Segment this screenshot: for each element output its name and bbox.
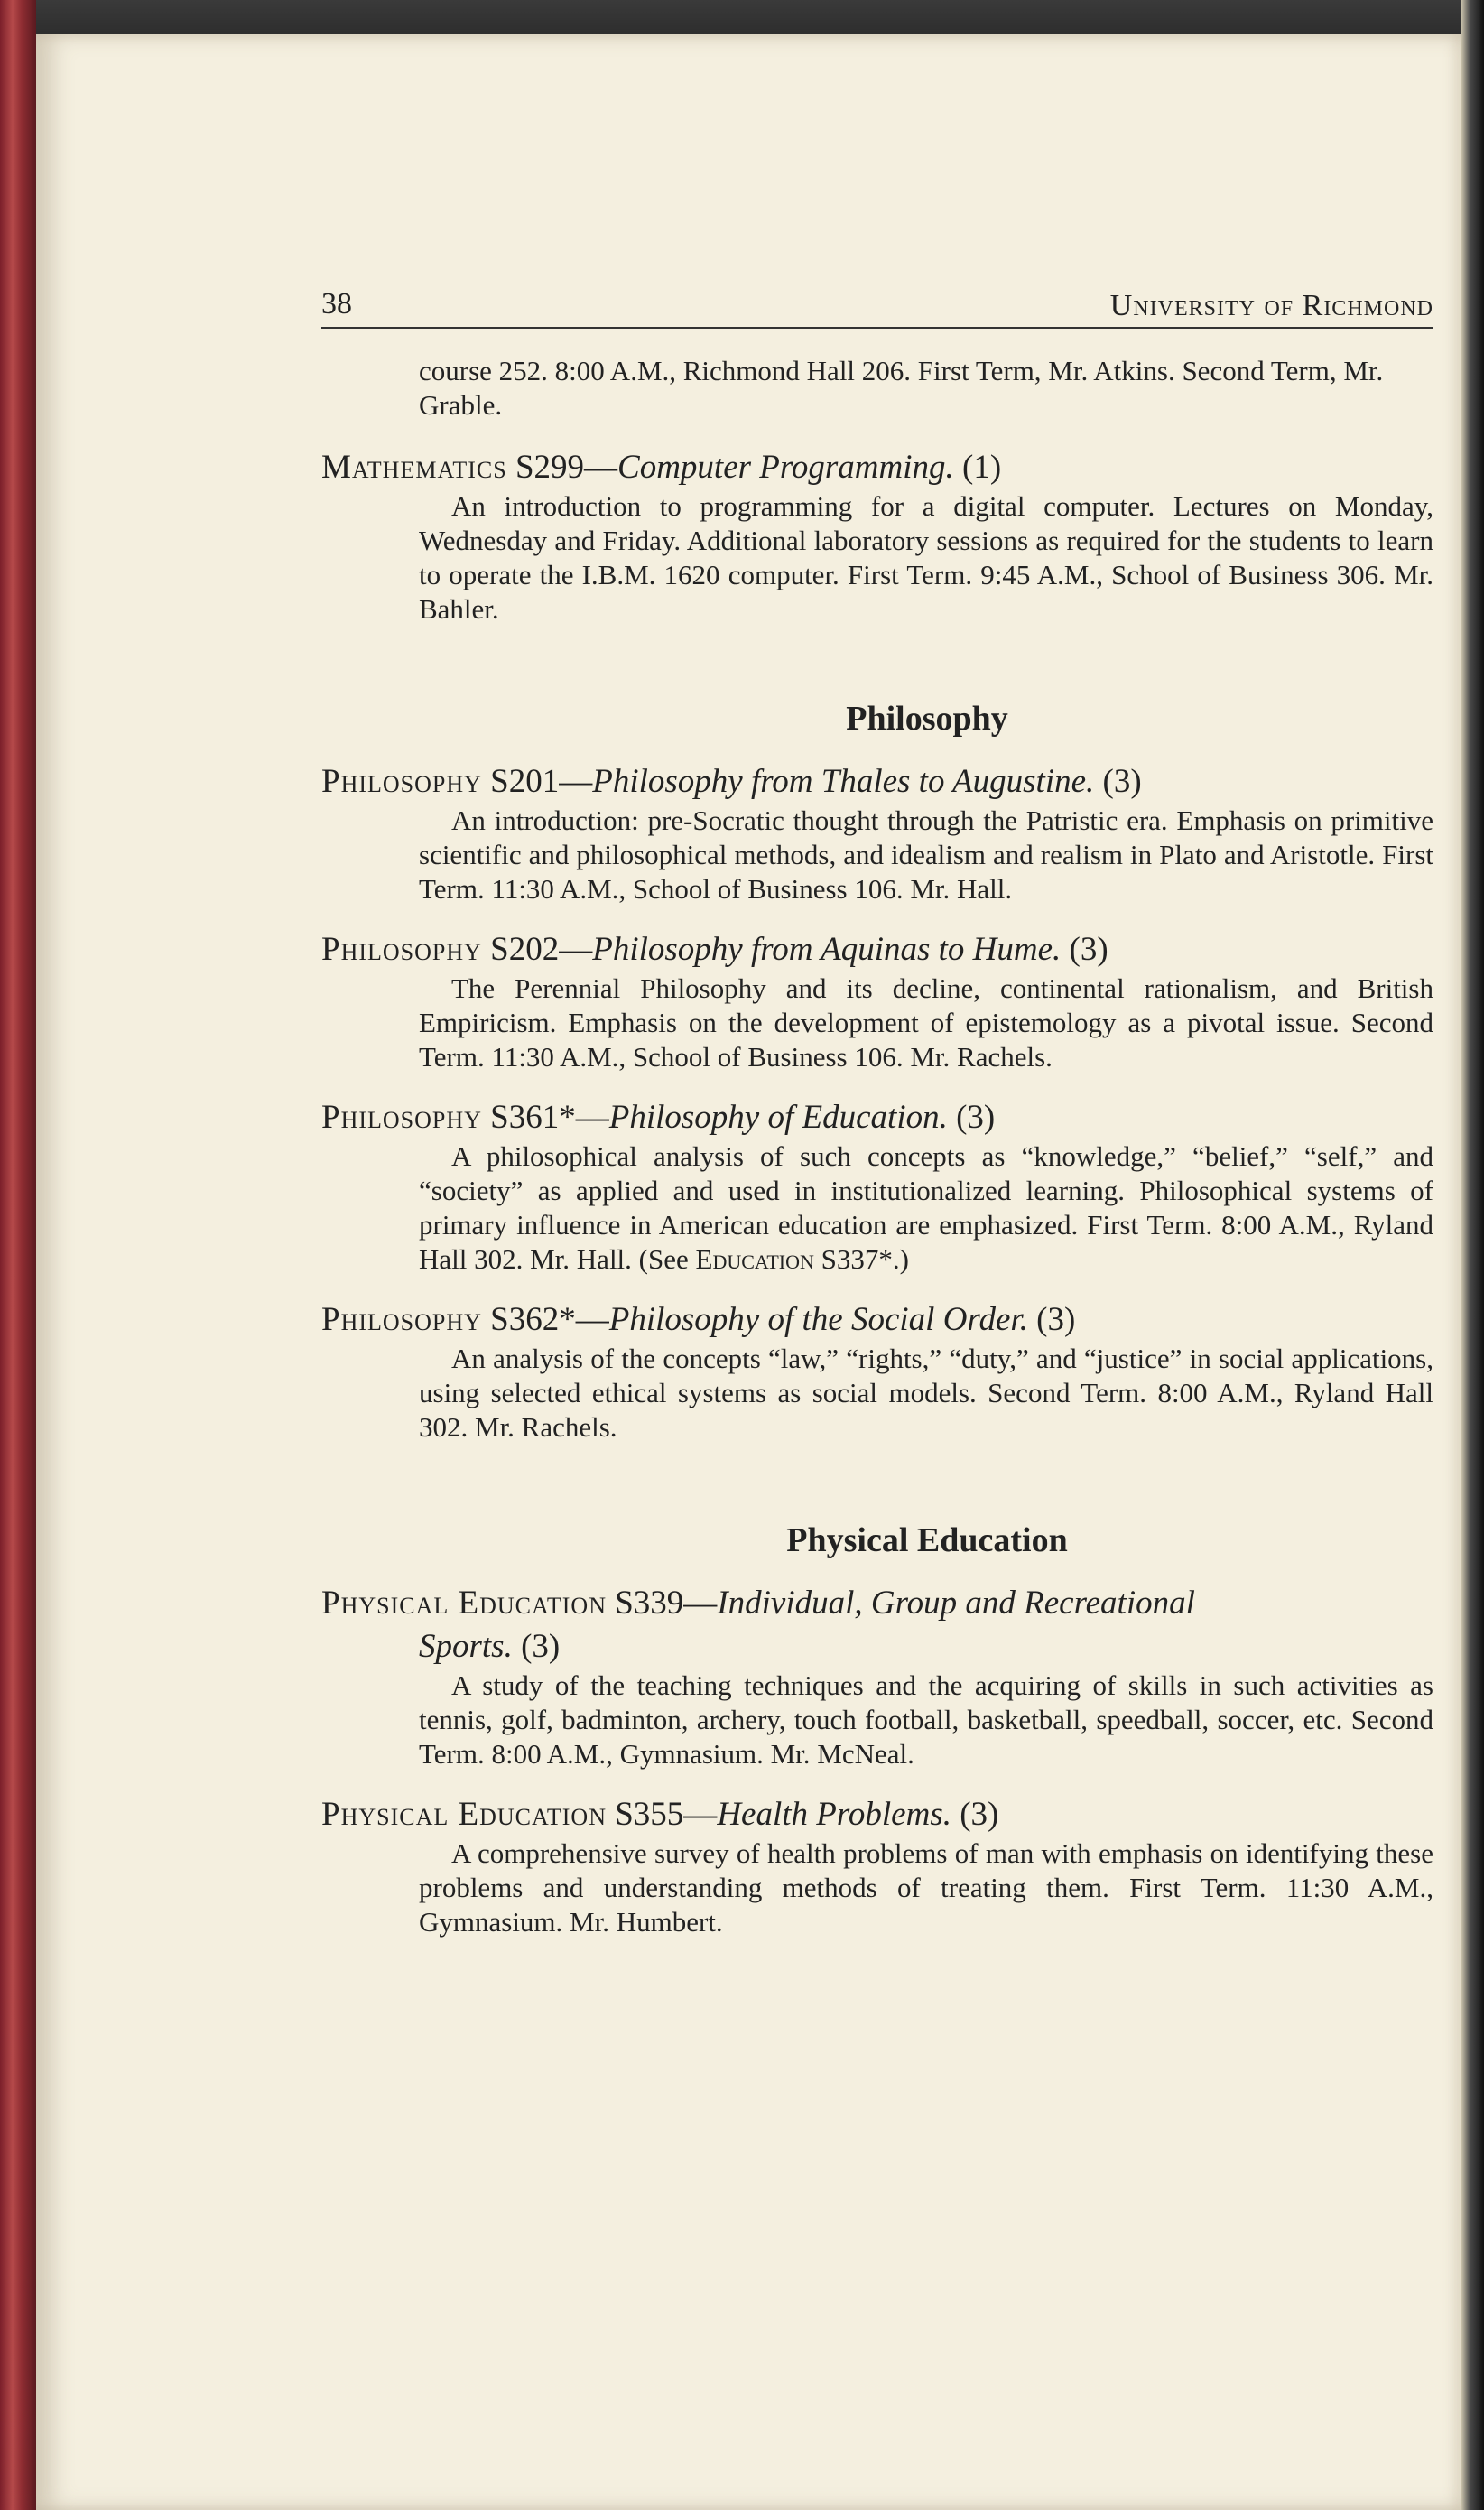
course-number: S355—	[615, 1796, 718, 1833]
course-heading-continuation	[321, 1625, 1433, 1669]
cross-reference: Education S337*.)	[695, 1243, 909, 1275]
course-description: An introduction: pre-Socratic thought through the Patristic era. Emphasis on primitive scientific and philosophical methods, and idealism and realism in Plato and Aristotle. First Term. 11:30 A.M., School of Business 106. Mr. Hall.	[419, 804, 1433, 905]
course-entry-pe-s355	[321, 1793, 1433, 1939]
course-dept: Physical Education	[321, 1585, 607, 1622]
course-title: Philosophy of Education.	[608, 1099, 948, 1136]
course-credits: (3)	[1036, 1301, 1076, 1338]
course-dept: Philosophy	[321, 931, 482, 968]
course-description: An introduction to programming for a digital computer. Lectures on Monday, Wednesday and Friday. Additional laboratory sessions as required for the students to learn to operate the I.B.M. 1620 computer. First Term. 9:45 A.M., School of Business 306. Mr. Bahler.	[419, 490, 1433, 625]
course-title: Philosophy from Aquinas to Hume.	[592, 931, 1062, 968]
course-description: A comprehensive survey of health problems of man with emphasis on identifying these problems and understanding methods of treating them. First Term. 11:30 A.M., Gymnasium. Mr. Humbert.	[419, 1837, 1433, 1938]
course-number: S339—	[615, 1585, 718, 1622]
section-heading-physical-education: Physical Education	[786, 1521, 1068, 1559]
course-credits: (3)	[956, 1099, 996, 1136]
course-title: Health Problems.	[717, 1796, 951, 1833]
course-description: An analysis of the concepts “law,” “rights,” “duty,” and “justice” in social applications, using selected ethical systems as social models. Second Term. 8:00 A.M., Ryland Hall 302. Mr. Rachels.	[419, 1343, 1433, 1443]
course-dept: Physical Education	[321, 1796, 607, 1833]
page-number: 38	[321, 287, 352, 321]
course-entry-math-s299	[321, 446, 1433, 627]
course-entry-phil-s201	[321, 760, 1433, 906]
course-title: Individual, Group and Recreational	[717, 1585, 1195, 1622]
course-credits: (3)	[521, 1628, 561, 1665]
page-content	[321, 287, 1433, 1939]
course-heading	[321, 760, 1433, 804]
course-title: Computer Programming.	[617, 449, 954, 486]
continued-course-text: course 252. 8:00 A.M., Richmond Hall 206. First Term, Mr. Atkins. Second Term, Mr. Grable.	[419, 355, 1384, 421]
institution-name: University of Richmond	[1109, 289, 1433, 322]
course-heading	[321, 1793, 1433, 1836]
course-heading	[321, 1096, 1433, 1139]
course-number: S361*—	[490, 1099, 609, 1136]
section-heading-philosophy: Philosophy	[846, 700, 1008, 738]
course-number: S201—	[490, 763, 593, 800]
course-title: Philosophy from Thales to Augustine.	[592, 763, 1095, 800]
course-entry-phil-s361	[321, 1096, 1433, 1277]
course-description	[419, 1139, 1433, 1277]
course-entry-phil-s202	[321, 928, 1433, 1074]
course-heading	[321, 928, 1433, 971]
course-credits: (3)	[960, 1796, 999, 1833]
course-description: A study of the teaching techniques and the acquiring of skills in such activities as tennis, golf, badminton, archery, touch football, basketball, speedball, soccer, etc. Second Term. 8:00 A.M., Gymnasium. Mr. McNeal.	[419, 1669, 1433, 1770]
course-heading	[321, 1582, 1433, 1669]
course-title-continued: Sports.	[419, 1628, 513, 1665]
course-dept: Philosophy	[321, 763, 482, 800]
course-title: Philosophy of the Social Order.	[608, 1301, 1028, 1338]
course-credits: (1)	[962, 449, 1002, 486]
course-dept: Mathematics	[321, 449, 507, 486]
course-heading	[321, 446, 1433, 489]
course-description: The Perennial Philosophy and its decline, continental rationalism, and British Empiricism. Emphasis on the development of epistemology as a pivotal issue. Second Term. 11:30 A.M., School of Business 106. Mr. Rachels.	[419, 972, 1433, 1073]
page-right-edge	[1461, 0, 1484, 2510]
course-heading	[321, 1298, 1433, 1342]
course-credits: (3)	[1102, 763, 1142, 800]
course-number: S362*—	[490, 1301, 609, 1338]
course-description-text: A philosophical analysis of such concepts as “knowledge,” “belief,” “self,” and “society” as applied and used in institutionalized learning. Philosophical systems of primary influence in American education are emphasized. First Term. 8:00 A.M., Ryland Hall 302. Mr. Hall. (See	[419, 1140, 1433, 1275]
course-number: S202—	[490, 931, 593, 968]
course-entry-phil-s362	[321, 1298, 1433, 1445]
book-spine	[0, 0, 36, 2510]
course-dept: Philosophy	[321, 1099, 482, 1136]
course-credits: (3)	[1069, 931, 1108, 968]
course-entry-pe-s339	[321, 1582, 1433, 1771]
course-dept: Philosophy	[321, 1301, 482, 1338]
running-head	[321, 287, 1433, 329]
course-number: S299—	[515, 449, 618, 486]
